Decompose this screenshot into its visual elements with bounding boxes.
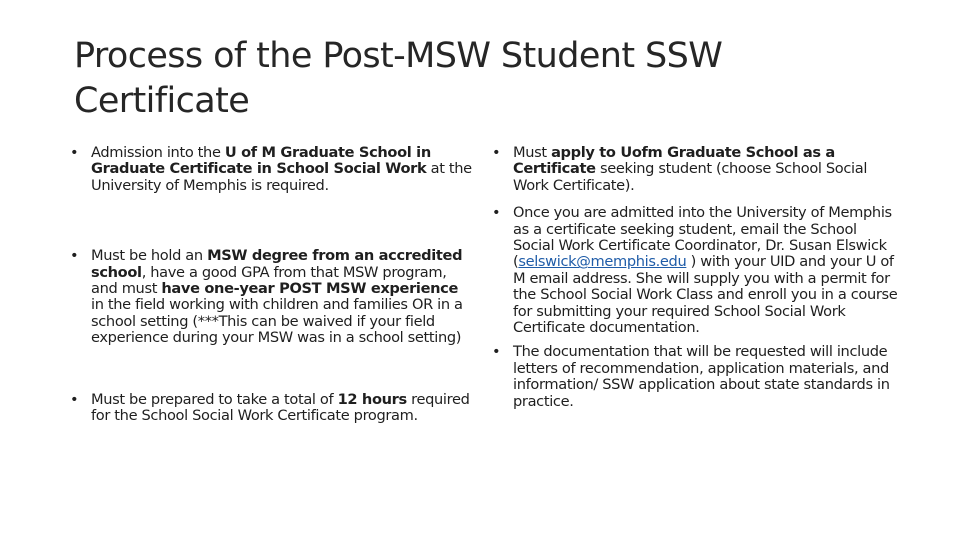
right-bullet-list <box>492 145 902 410</box>
left-column <box>70 145 474 424</box>
list-item: • Once you are admitted into the University of Memphis as a certificate seeking student, email the School Social Work Certificate Coordinator, Dr. Susan Elswick (selswick@memphis.edu ) with your UID and your U of M email address. She will supply you with a permit for the School Social Work Class and enroll you in a course for submitting your required School Social Work Certificate documentation. <box>492 204 898 337</box>
list-item: • Must apply to Uofm Graduate School as a Certificate seeking student (choose School Social Work Certificate). <box>492 144 868 194</box>
list-item: • Admission into the U of M Graduate School in Graduate Certificate in School Social Work at the University of Memphis is required. <box>70 144 472 194</box>
bullet-icon: • <box>70 247 79 265</box>
slide-title: Process of the Post-MSW Student SSW Certificate <box>74 36 723 121</box>
email-link[interactable]: selswick@memphis.edu <box>518 253 687 271</box>
list-item: • The documentation that will be requested will include letters of recommendation, application materials, and information/ SSW application about state standards in practice. <box>492 343 890 410</box>
list-item: • Must be prepared to take a total of 12 hours required for the School Social Work Certificate program. <box>70 390 470 425</box>
bullet-icon: • <box>492 204 501 222</box>
bullet-icon: • <box>70 144 79 161</box>
bullet-icon: • <box>492 343 501 361</box>
right-column <box>492 145 902 410</box>
bullet-icon: • <box>70 390 79 408</box>
list-item: • Must be hold an MSW degree from an accredited school, have a good GPA from that MSW program, and must have one-year POST MSW experience in the field working with children and families OR in a school setting (***This can be waived if your field experience during your MSW was in a school setting) <box>70 247 463 347</box>
bullet-icon: • <box>492 144 501 161</box>
left-bullet-list <box>70 145 474 424</box>
